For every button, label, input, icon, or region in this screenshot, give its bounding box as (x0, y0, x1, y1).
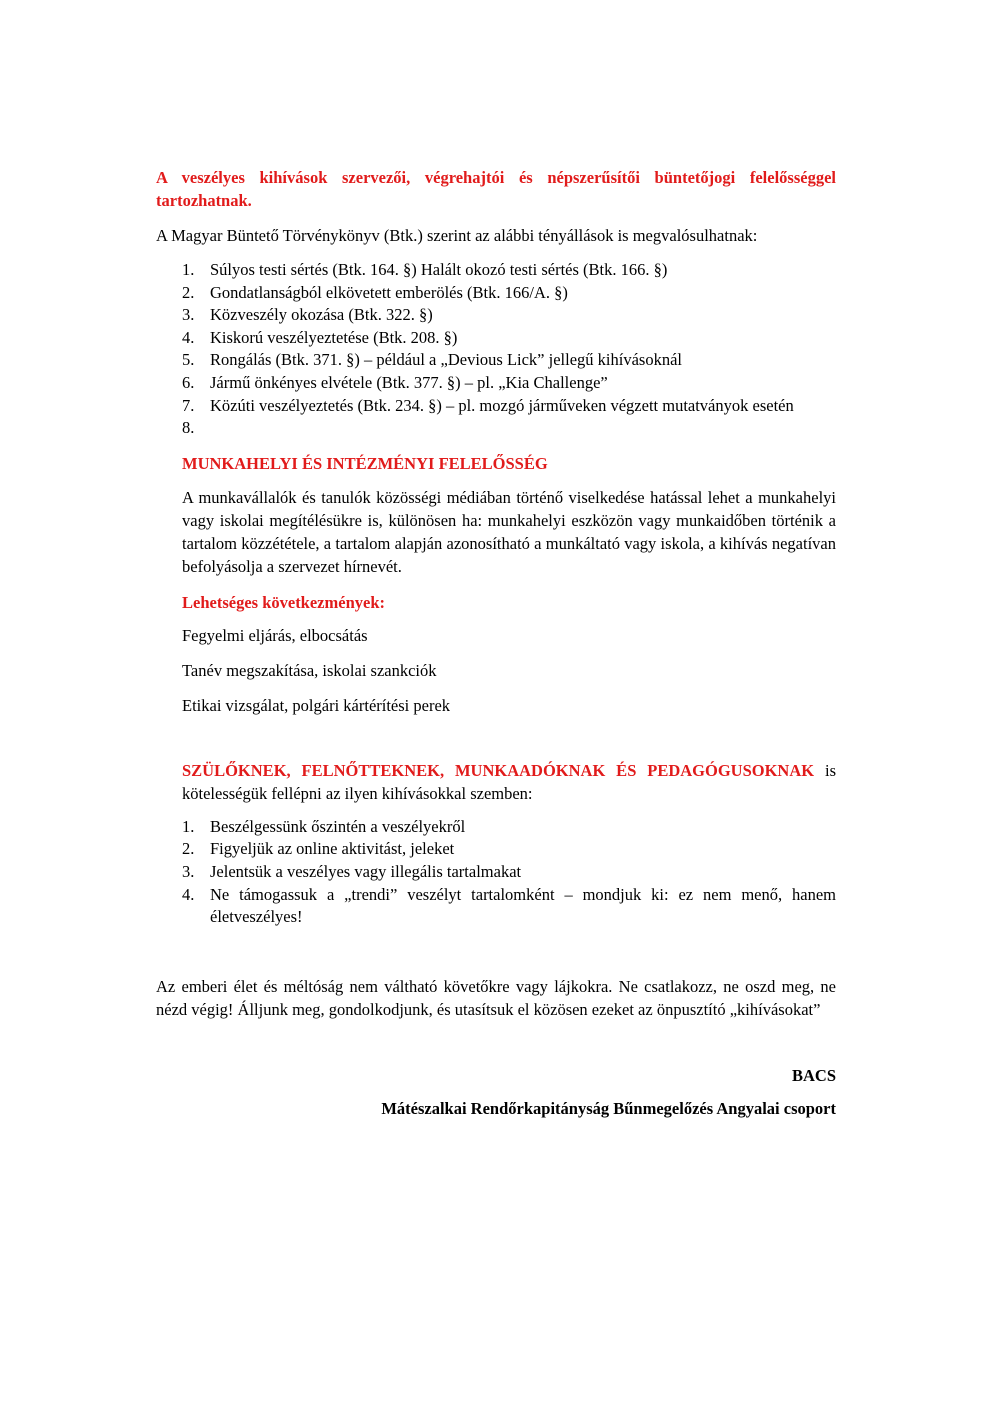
consequence-item: Fegyelmi eljárás, elbocsátás (182, 625, 368, 645)
list-number: 4. (182, 327, 195, 347)
consequence-item: Tanév megszakítása, iskolai szankciók (182, 660, 437, 680)
list-number: 1. (182, 816, 195, 836)
signature-organization: Mátészalkai Rendőrkapitányság Bűnmegelőzés Angyalai csoport (381, 1098, 836, 1118)
list-item (156, 395, 836, 418)
list-text (210, 418, 214, 437)
signature-short: BACS (791, 1065, 836, 1085)
parents-rest: is kötelességük fellépni az ilyen kihívásokkal szemben: (182, 760, 836, 803)
list-number: 6. (182, 372, 195, 392)
consequences-heading: Lehetséges következmények: (182, 592, 385, 612)
list-item (156, 259, 836, 282)
list-item (156, 282, 836, 305)
list-text: Súlyos testi sértés (Btk. 164. §) Halált okozó testi sértés (Btk. 166. §) (210, 260, 668, 279)
btk-intro: A Magyar Büntető Törvénykönyv (Btk.) szerint az alábbi tényállások is megvalósulhatnak: (156, 226, 758, 245)
workplace-section (182, 452, 836, 805)
list-item (156, 349, 836, 372)
list-text: Kiskorú veszélyeztetése (Btk. 208. §) (210, 327, 458, 347)
list-item (156, 372, 836, 395)
workplace-paragraph: A munkavállalók és tanulók közösségi médiában történő viselkedése hatással lehet a munkahelyi vagy iskolai megítélésükre is, különösen ha: munkahelyi eszközön vagy munkaidőben történik a tartalom közzététele, a tartalom alapján azonosítható a munkáltató vagy iskola, a kihívás negatívan befolyásolja a szervezet hírnevét. (182, 487, 836, 576)
list-text: Rongálás (Btk. 371. §) – például a „Devious Lick” jellegű kihívásoknál (210, 350, 682, 370)
list-item (156, 838, 836, 861)
list-item (156, 816, 836, 839)
list-number: 2. (182, 282, 195, 302)
list-number: 1. (182, 260, 195, 279)
consequence-item: Etikai vizsgálat, polgári kártérítési perek (182, 695, 451, 715)
list-number: 7. (182, 395, 195, 415)
list-text: Közúti veszélyeztetés (Btk. 234. §) – pl. mozgó járműveken végzett mutatványok esetén (210, 395, 794, 415)
list-text: Közveszély okozása (Btk. 322. §) (210, 305, 433, 325)
list-text: Jelentsük a veszélyes vagy illegális tartalmakat (210, 861, 522, 881)
list-item (156, 884, 836, 929)
list-number: 2. (182, 839, 195, 859)
list-item (156, 861, 836, 884)
list-item (156, 304, 836, 327)
list-number: 3. (182, 305, 195, 325)
actions-list (156, 816, 836, 929)
list-item (156, 327, 836, 350)
intro-warning: A veszélyes kihívások szervezői, végrehajtói és népszerűsítői büntetőjogi felelősséggel tartozhatnak. (156, 168, 836, 210)
closing-paragraph: Az emberi élet és méltóság nem váltható követőkre vagy lájkokra. Ne csatlakozz, ne oszd meg, ne nézd végig! Álljunk meg, gondolkodjunk, és utasítsuk el közösen ezeket az önpusztító „kihívásokat” (156, 976, 836, 1019)
list-item (156, 417, 836, 440)
list-text: Figyeljük az online aktivitást, jeleket (210, 839, 455, 859)
parents-caps: SZÜLŐKNEK, FELNŐTTEKNEK, MUNKAADÓKNAK ÉS PEDAGÓGUSOKNAK (182, 760, 815, 780)
list-number: 8. (182, 418, 195, 438)
list-text: Gondatlanságból elkövetett emberölés (Btk. 166/A. §) (210, 282, 568, 302)
list-number: 4. (182, 884, 195, 904)
list-text: Beszélgessünk őszintén a veszélyekről (210, 816, 466, 836)
list-number: 5. (182, 350, 195, 370)
parents-paragraph (182, 759, 836, 805)
list-text: Jármű önkényes elvétele (Btk. 377. §) – pl. „Kia Challenge” (210, 372, 608, 392)
offences-list (156, 259, 836, 440)
list-text: Ne támogassuk a „trendi” veszélyt tartalomként – mondjuk ki: ez nem menő, hanem életveszélyes! (210, 884, 836, 927)
document-page (156, 166, 836, 1120)
list-number: 3. (182, 861, 195, 881)
workplace-heading: MUNKAHELYI ÉS INTÉZMÉNYI FELELŐSSÉG (182, 453, 548, 473)
